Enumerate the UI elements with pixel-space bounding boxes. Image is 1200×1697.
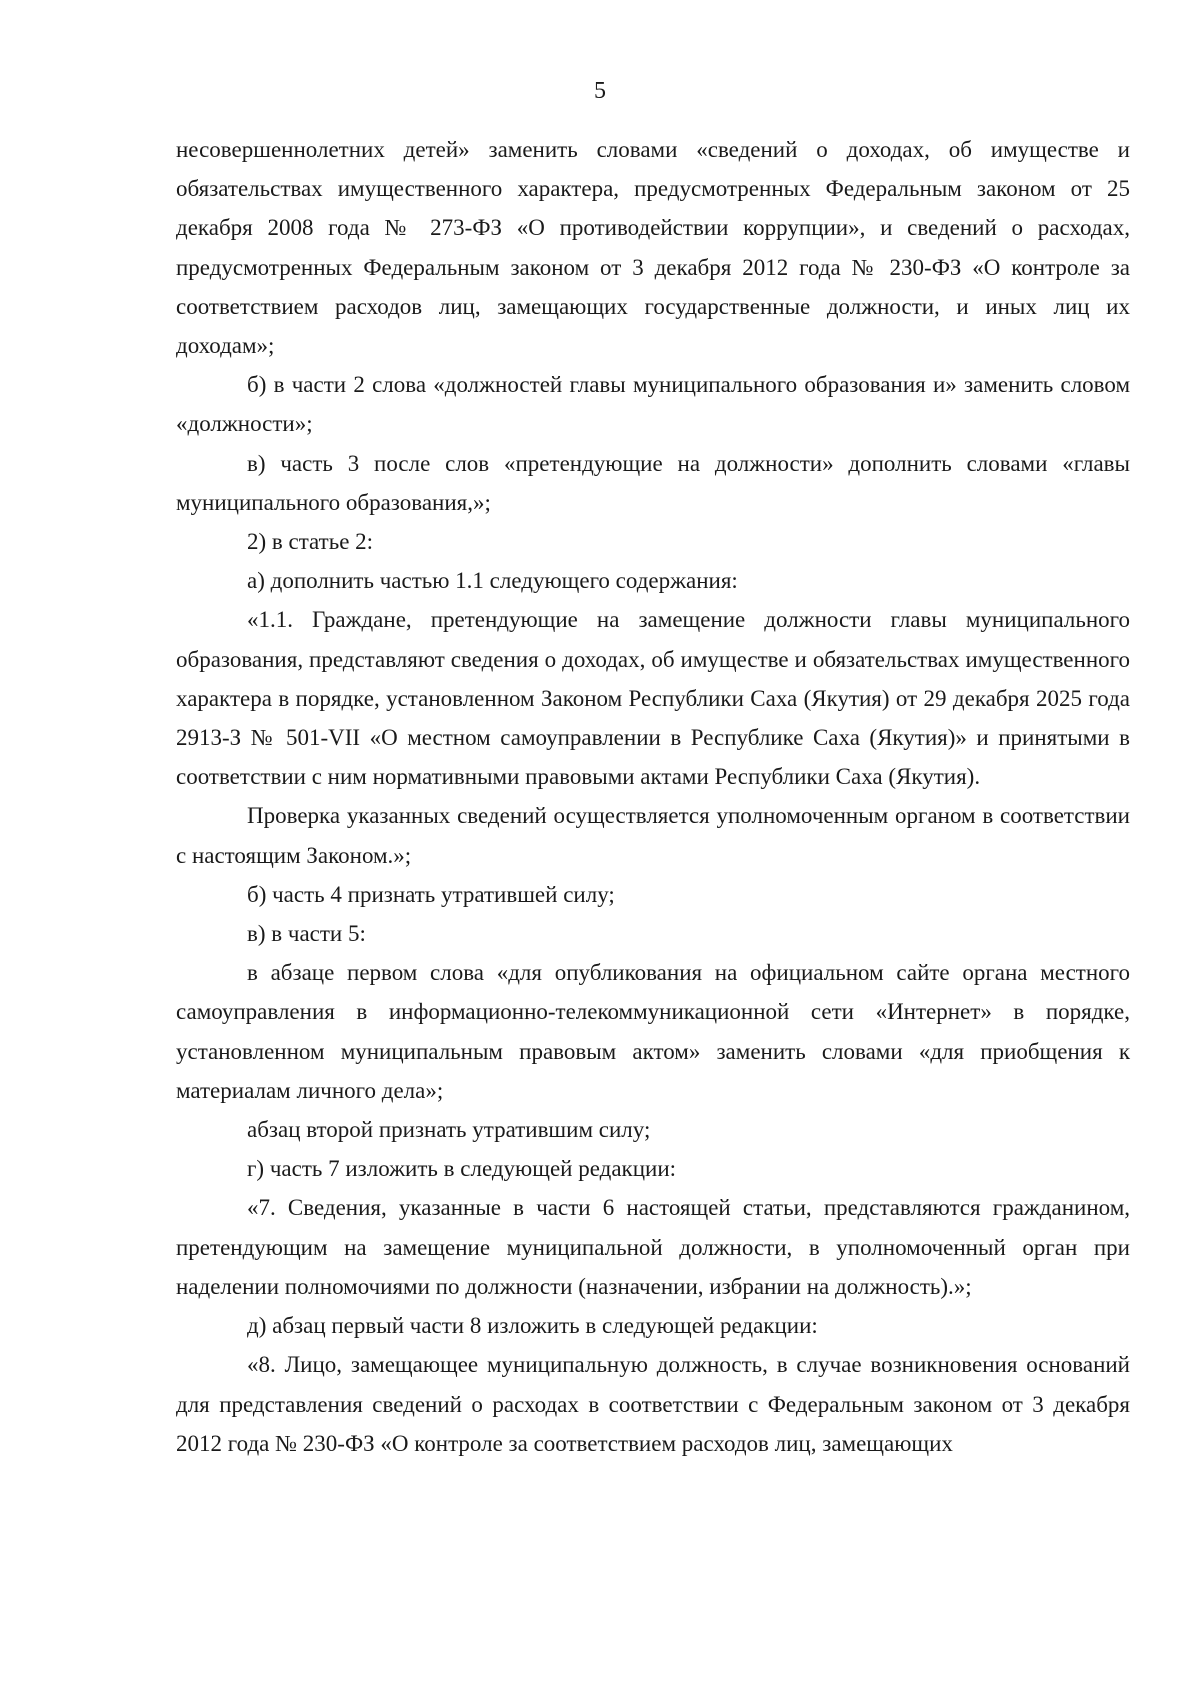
page-number: 5 xyxy=(594,78,606,104)
paragraph-part-8-text: «8. Лицо, замещающее муниципальную должность, в случае возникновения оснований для представления сведений о расходах в соответствии с Федеральным законом от 3 декабря 2012 года № 230-ФЗ «О контроле за соответствием расходов лиц, замещающих xyxy=(176,1352,1130,1456)
paragraph-item-v-part-5: в) в части 5: xyxy=(247,921,366,947)
paragraph-item-d-part-8: д) абзац первый части 8 изложить в следующей редакции: xyxy=(247,1313,818,1339)
paragraph-item-v-part-3: в) часть 3 после слов «претендующие на должности» дополнить словами «главы муниципального образования,»; xyxy=(176,450,1130,515)
paragraph-part-1-1: «1.1. Граждане, претендующие на замещение должности главы муниципального образования, представляют сведения о доходах, об имуществе и обязательствах имущественного характера в порядке, установленном Законом Республики Саха (Якутия) от 29 декабря 2025 года 2913-З № 501-VII «О местном самоуправлении в Республике Саха (Якутия)» и принятыми в соответствии с ним нормативными правовыми актами Республики Саха (Якутия). xyxy=(176,607,1130,790)
document-body xyxy=(176,130,1130,1463)
paragraph-first-abzac: в абзаце первом слова «для опубликования на официальном сайте органа местного самоуправления в информационно-телекоммуникационной сети «Интернет» в порядке, установленном муниципальным правовым актом» заменить словами «для приобщения к материалам личного дела»; xyxy=(176,960,1130,1103)
paragraph-item-b-part-4: б) часть 4 признать утратившей силу; xyxy=(247,881,615,907)
paragraph-continuation: несовершеннолетних детей» заменить словами «сведений о доходах, об имуществе и обязательствах имущественного характера, предусмотренных Федеральным законом от 25 декабря 2008 года № 273-ФЗ «О противодействии коррупции», и сведений о расходах, предусмотренных Федеральным законом от 3 декабря 2012 года № 230-ФЗ «О контроле за соответствием расходов лиц, замещающих государственные должности, и иных лиц их доходам»; xyxy=(176,137,1130,359)
paragraph-second-abzac: абзац второй признать утратившим силу; xyxy=(247,1117,651,1143)
paragraph-item-a-add-part: а) дополнить частью 1.1 следующего содержания: xyxy=(247,568,738,594)
paragraph-item-g-part-7: г) часть 7 изложить в следующей редакции: xyxy=(247,1156,677,1182)
paragraph-article-2-heading: 2) в статье 2: xyxy=(247,529,374,555)
paragraph-item-b-part-2: б) в части 2 слова «должностей главы муниципального образования и» заменить словом «должности»; xyxy=(176,372,1130,437)
paragraph-part-7-text: «7. Сведения, указанные в части 6 настоящей статьи, представляются гражданином, претендующим на замещение муниципальной должности, в уполномоченный орган при наделении полномочиями по должности (назначении, избрании на должность).»; xyxy=(176,1195,1130,1299)
paragraph-verification: Проверка указанных сведений осуществляется уполномоченным органом в соответствии с настоящим Законом.»; xyxy=(176,803,1130,868)
